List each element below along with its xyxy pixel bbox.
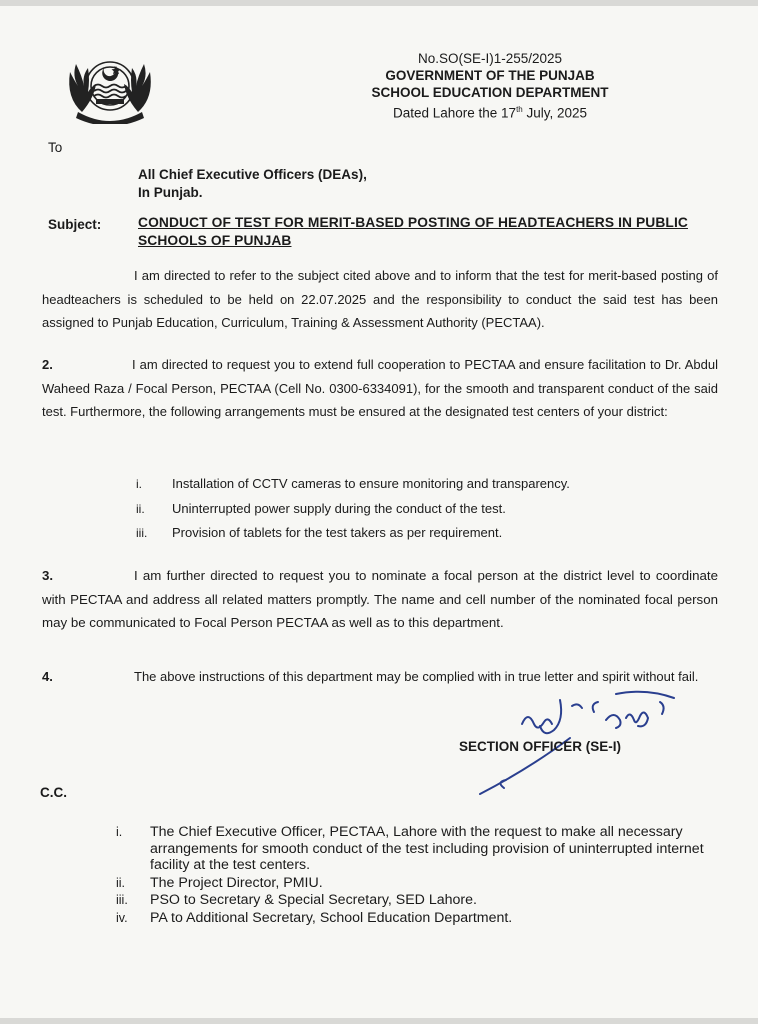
- paragraph-3: 3. I am further directed to request you to nominate a focal person at the district level to coordinate with PECTAA and address all related matters promptly. The name and cell number of the nominated focal person may be communicated to Focal Person PECTAA as well as to this department.: [42, 564, 718, 635]
- list-item: iii. PSO to Secretary & Special Secretary, SED Lahore.: [116, 892, 477, 909]
- paragraph-4-number: 4.: [42, 669, 53, 684]
- paragraph-4: 4. The above instructions of this department may be complied with in true letter and spirit without fail.: [42, 665, 718, 689]
- subject-text: CONDUCT OF TEST FOR MERIT-BASED POSTING OF HEADTEACHERS IN PUBLIC SCHOOLS OF PUNJAB: [138, 215, 688, 248]
- paragraph-2-number: 2.: [42, 357, 53, 372]
- recipient-line-2: In Punjab.: [138, 185, 203, 200]
- letter-date: Dated Lahore the 17th July, 2025: [392, 105, 588, 121]
- paragraph-3-number: 3.: [42, 568, 54, 583]
- government-name: GOVERNMENT OF THE PUNJAB: [385, 68, 595, 83]
- letter-page: [0, 6, 758, 1018]
- department-name: SCHOOL EDUCATION DEPARTMENT: [371, 85, 609, 100]
- section-officer-title: SECTION OFFICER (SE-I): [459, 739, 621, 754]
- list-item: iii. Provision of tablets for the test takers as per requirement.: [136, 525, 503, 540]
- list-item: i. The Chief Executive Officer, PECTAA, Lahore with the request to make all necessary arrangements for smooth conduct of the test including provision of uninterrupted internet facility at the test centers.: [116, 824, 704, 874]
- list-item: iv. PA to Additional Secretary, School Education Department.: [116, 909, 513, 926]
- handwritten-signature-icon: [474, 676, 684, 796]
- reference-number: No.SO(SE-I)1-255/2025: [417, 51, 563, 66]
- paragraph-1: I am directed to refer to the subject cited above and to inform that the test for merit-based posting of headteachers is scheduled to be held on 22.07.2025 and the responsibility to conduct the said test has been assigned to Punjab Education, Curriculum, Training & Assessment Authority (PECTAA).: [42, 268, 718, 331]
- to-label: To: [48, 140, 63, 155]
- cc-label: C.C.: [40, 785, 67, 800]
- arrangements-list: [136, 472, 696, 546]
- list-item: ii. Uninterrupted power supply during the conduct of the test.: [136, 500, 506, 516]
- cc-list: [106, 824, 726, 928]
- list-item: i. Installation of CCTV cameras to ensure monitoring and transparency.: [136, 476, 570, 491]
- subject-label: Subject:: [48, 217, 102, 232]
- recipient-block: [138, 166, 367, 202]
- recipient-line-1: All Chief Executive Officers (DEAs),: [138, 167, 367, 182]
- list-item: ii. The Project Director, PMIU.: [116, 874, 323, 891]
- letter-header: [300, 50, 680, 122]
- paragraph-2: 2. I am directed to request you to extend full cooperation to PECTAA and ensure facilitation to Dr. Abdul Waheed Raza / Focal Person, PECTAA (Cell No. 0300-6334091), for the smooth and transparent conduct of the said test. Furthermore, the following arrangements must be ensured at the designated test centers of your district:: [42, 353, 718, 424]
- punjab-government-emblem-icon: [58, 48, 162, 124]
